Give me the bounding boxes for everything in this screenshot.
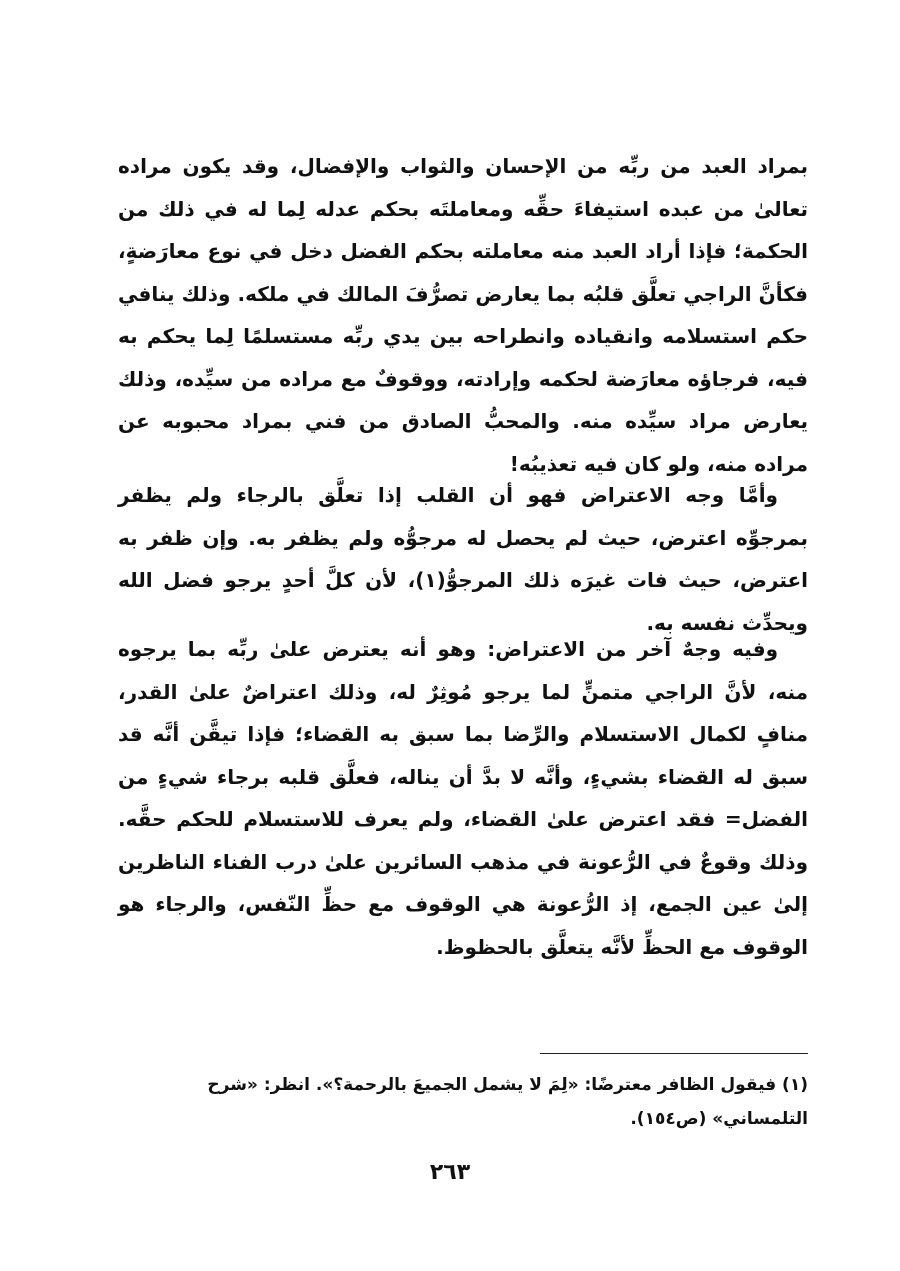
footnote: (١) فيقول الظافر معترضًا: «لِمَ لا يشمل الجميعَ بالرحمة؟». انظر: «شرح التلمساني» (ص١٥٤). — [207, 1075, 808, 1129]
body-paragraph-1: بمراد العبد من ربِّه من الإحسان والثواب والإفضال، وقد يكون مراده تعالىٰ من عبده استيفاءَ حقِّه ومعاملتَه بحكم عدله لِما له في ذلك من الحكمة؛ فإذا أراد العبد منه معاملته بحكم الفضل دخل في نوع معارَضةٍ، فكأنَّ الراجي تعلَّق قلبُه بما يعارض تصرُّفَ المالك في ملكه. وذلك ينافي حكم استسلامه وانقياده وانطراحه بين يدي ربِّه مستسلمًا لِما يحكم به فيه، فرجاؤه معارَضة لحكمه وإرادته، ووقوفٌ مع مراده من سيِّده، وذلك يعارض مراد سيِّده منه. والمحبُّ الصادق من فني بمراد محبوبه عن مراده منه، ولو كان فيه تعذيبُه! — [118, 154, 808, 476]
page-number: ٢٦٣ — [429, 1160, 471, 1185]
body-paragraph-3: وفيه وجهٌ آخر من الاعتراض: وهو أنه يعترض علىٰ ربِّه بما يرجوه منه، لأنَّ الراجي متمنٍّ لما يرجو مُوثِرٌ له، وذلك اعتراضٌ علىٰ القدر، منافٍ لكمال الاستسلام والرِّضا بما سبق به القضاء؛ فإذا تيقَّن أنَّه قد سبق له القضاء بشيءٍ، وأنَّه لا بدَّ أن يناله، فعلَّق قلبه برجاء شيءٍ من الفضل= فقد اعترض علىٰ القضاء، ولم يعرف للاستسلام للحكم حقَّه. وذلك وقوعٌ في الرُّعونة في مذهب السائرين علىٰ درب الفناء الناظرين إلىٰ عين الجمع، إذ الرُّعونة هي الوقوف مع حظِّ النّفس، والرجاء هو الوقوف مع الحظِّ لأنَّه يتعلَّق بالحظوظ. — [118, 637, 808, 959]
footnote-divider — [540, 1053, 808, 1054]
body-paragraph-2: وأمَّا وجه الاعتراض فهو أن القلب إذا تعلَّق بالرجاء ولم يظفر بمرجوِّه اعترض، حيث لم يحصل له مرجوُّه ولم يظفر به. وإن ظفر به اعترض، حيث فات غيرَه ذلك المرجوُّ(١)، لأن كلَّ أحدٍ يرجو فضل الله ويحدِّث نفسه به. — [118, 483, 809, 635]
